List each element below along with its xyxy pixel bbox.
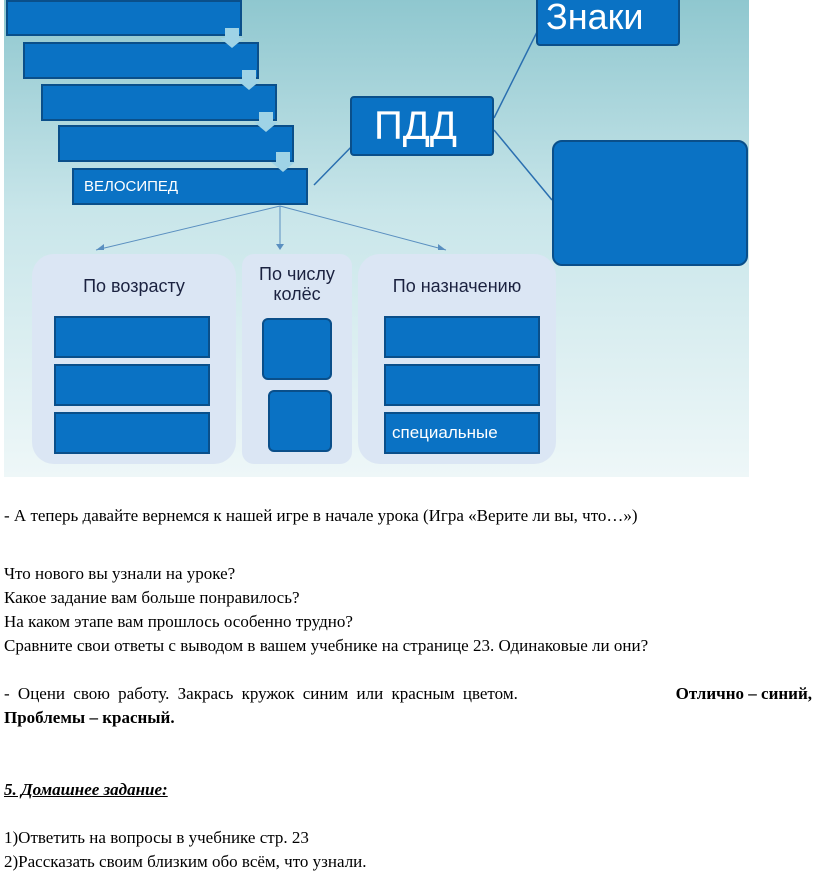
stack-box-1: [6, 0, 242, 36]
card-by-purpose: [358, 254, 556, 464]
question-2: Какое задание вам больше понравилось?: [4, 588, 300, 607]
assessment-red: Проблемы – красный.: [4, 708, 175, 727]
homework-title-text: 5. Домашнее задание:: [4, 780, 168, 799]
card-by-wheels: [242, 254, 352, 464]
assessment-line: [4, 683, 812, 705]
assessment-line-2: [4, 707, 175, 729]
slide-image: [4, 0, 749, 477]
wheels-slot-1: [262, 318, 332, 380]
velosiped-box: [72, 168, 308, 205]
assessment-text: - Оцени свою работу. Закрась кружок синим или красным цветом.: [4, 684, 518, 703]
homework-item-2: 2)Рассказать своим близким обо всём, что узнали.: [4, 852, 367, 871]
pdd-box: [350, 96, 494, 156]
wheels-slot-2: [268, 390, 332, 452]
assessment-blue: Отлично – синий,: [675, 684, 812, 703]
card-by-age-title: По возрасту: [83, 276, 185, 296]
age-slot-1: [54, 316, 210, 358]
znaki-label: Знаки: [546, 0, 644, 37]
question-1: Что нового вы узнали на уроке?: [4, 564, 236, 583]
purpose-slot-3: [384, 412, 540, 454]
card-by-purpose-title: По назначению: [392, 276, 522, 296]
pdd-label: ПДД: [374, 104, 457, 148]
age-slot-3: [54, 412, 210, 454]
velosiped-label: ВЕЛОСИПЕД: [84, 178, 179, 195]
empty-right-box: [552, 140, 748, 266]
purpose-special-label: специальные: [392, 423, 498, 442]
age-slot-2: [54, 364, 210, 406]
purpose-slot-1: [384, 316, 540, 358]
question-3: На каком этапе вам прошлось особенно трудно?: [4, 612, 353, 631]
card-by-wheels-title: По числу колёс: [259, 264, 335, 304]
card-by-age: [32, 254, 236, 464]
homework-title: [4, 779, 168, 801]
purpose-slot-2: [384, 364, 540, 406]
znaki-box: [536, 0, 680, 46]
homework-item-1: 1)Ответить на вопросы в учебнике стр. 23: [4, 828, 309, 847]
line-game-return: - А теперь давайте вернемся к нашей игре в начале урока (Игра «Верите ли вы, что…»): [4, 506, 638, 525]
question-4: Сравните свои ответы с выводом в вашем учебнике на странице 23. Одинаковые ли они?: [4, 636, 649, 655]
